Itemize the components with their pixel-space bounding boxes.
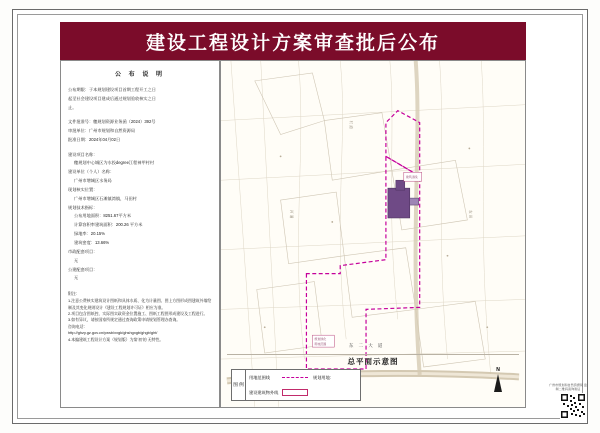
project-location-value: 广州市增城区石滩镇湾镇，马田村 bbox=[74, 195, 137, 201]
project-location-label: 现划核实位置： bbox=[68, 186, 98, 192]
project-name-value: 穗规划中心城区为水投degree江程神甲村村 bbox=[74, 160, 155, 166]
city-facility-value: 无 bbox=[74, 257, 79, 263]
notice-section-title: 公 布 说 明 bbox=[114, 72, 165, 78]
legend-title: 图 例 bbox=[232, 370, 246, 400]
title-banner bbox=[60, 22, 526, 60]
remarks-block bbox=[68, 291, 212, 344]
map-divider bbox=[227, 354, 519, 355]
project-index-item: 绿地率：20.15% bbox=[74, 231, 105, 237]
project-owner-label: 建设单位（个人）名称： bbox=[68, 169, 115, 175]
notice-date: 批准日期：2024年04月02日 bbox=[68, 137, 121, 143]
remark-item: 1.注意公费核实建筑设计图纸和具体水质、化为计量图、图上方图形成图建筑外墙绘制及其变化规则设计《建设工程规划许可证》相应为准。 bbox=[68, 298, 212, 310]
legend-row bbox=[246, 370, 360, 385]
svg-text:村 道: 村 道 bbox=[349, 120, 354, 129]
notice-line: 起至社会建设项目建成后通过规划验收核实之日 bbox=[68, 95, 156, 101]
svg-text:河 涌: 河 涌 bbox=[289, 210, 294, 219]
svg-text:农 田: 农 田 bbox=[468, 210, 473, 219]
svg-text:规划绿化: 规划绿化 bbox=[314, 337, 327, 342]
qr-note: 广州市规划和自然资源局 监制二维码查询验证 bbox=[549, 382, 587, 391]
compass-needle-icon bbox=[494, 374, 502, 392]
remark-item: 3.如有异议，请按国家所规定通过查询政策申请规划管理办查询。 bbox=[68, 317, 181, 323]
legend-rows bbox=[246, 370, 360, 400]
project-index-item: 建筑密度：13.66% bbox=[74, 240, 110, 245]
qr-code-icon bbox=[560, 393, 586, 419]
project-block bbox=[68, 151, 212, 282]
svg-text:建筑退线: 建筑退线 bbox=[405, 175, 418, 180]
road-label: 东 二 大 道 bbox=[349, 343, 385, 348]
legend-row bbox=[246, 385, 360, 400]
legend-item-label: 建设建筑物外线 bbox=[249, 389, 279, 395]
public-facility-label: 公建配套项目： bbox=[68, 266, 98, 272]
public-facility-value: 无 bbox=[74, 275, 79, 281]
remark-item: 4.本编建筑工程设计方案（规划版）为第'初'的 无特性。 bbox=[68, 336, 164, 342]
notice-column bbox=[60, 60, 220, 408]
notice-line: 公布期限：于本规划建设项目首期工程开工之日 bbox=[68, 86, 156, 92]
legend-right-header: 规划用地： bbox=[313, 374, 334, 380]
site-plan-panel bbox=[220, 60, 526, 408]
remarks-head: 附注： bbox=[68, 290, 80, 296]
city-facility-label: 市政配套项目： bbox=[68, 248, 98, 254]
svg-text:用地范围: 用地范围 bbox=[314, 342, 327, 347]
map-legend bbox=[231, 369, 361, 401]
remark-item: 2.项目包含图纸控、实际图实政资金位置施工、图纸工程图形成建设及工程进行。 bbox=[68, 311, 208, 317]
project-index-item: 公布用地面积：8251.67平方米 bbox=[74, 213, 132, 219]
building-footprint bbox=[388, 188, 410, 218]
compass-north-label: N bbox=[496, 367, 500, 373]
remark-url[interactable]: http://ghzy.gz.gov.cn/ywsb/xxgk/ghshgxgb/ghgb/ght/ bbox=[68, 330, 158, 336]
remark-phone-label: 咨询电话： bbox=[68, 323, 88, 329]
project-name-label: 建设项目名称： bbox=[68, 151, 98, 157]
map-title: 总平面示意图 bbox=[347, 357, 399, 366]
page-title: 建设工程设计方案审查批后公布 bbox=[145, 31, 440, 54]
project-index-label: 规划技术指标： bbox=[68, 204, 98, 210]
project-index-item: 计算容积率建筑面积：200.26 平方米 bbox=[74, 222, 143, 228]
project-owner-value: 广州市增城区水务局 bbox=[74, 178, 112, 184]
notice-authority: 审批单位：广州市规划和自然资源局 bbox=[68, 127, 136, 133]
boundary-swatch-icon bbox=[282, 377, 308, 379]
legend-item-label: 用地范围线 bbox=[249, 374, 270, 380]
notice-doc-number: 文件批准号：穗规划资源业务函（2024）392号 bbox=[68, 118, 156, 124]
compass-icon bbox=[487, 367, 509, 397]
building-swatch-icon bbox=[282, 389, 308, 396]
notice-line: 止。 bbox=[68, 105, 77, 111]
